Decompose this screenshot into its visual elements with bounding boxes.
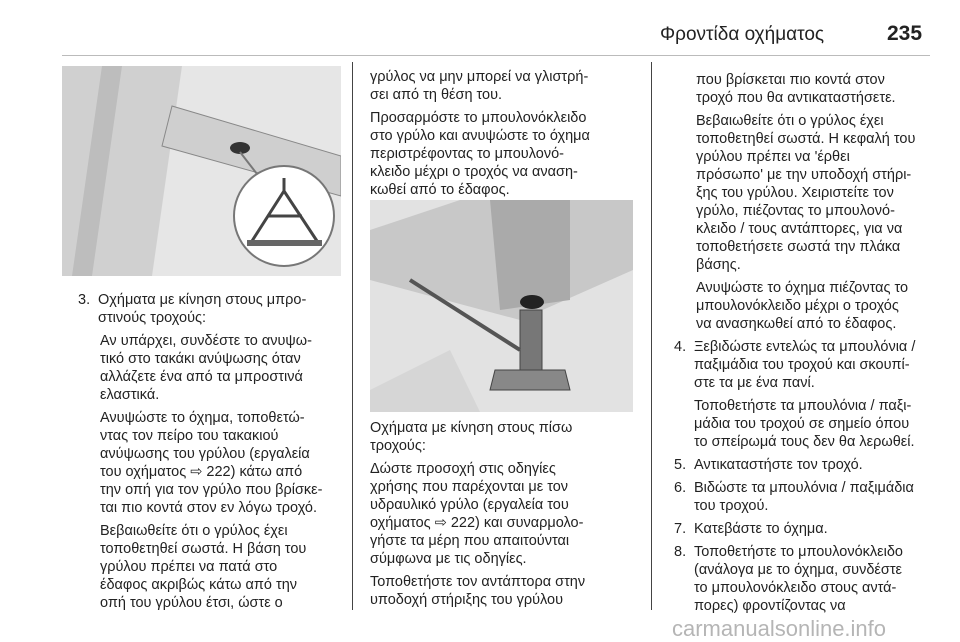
column-divider xyxy=(352,62,353,610)
paragraph: Βεβαιωθείτε ότι ο γρύλος έχει τοποθετηθεί σωστά. Η κεφαλή του γρύλου πρέπει να 'έρθει πρόσωπο' με την υποδοχή στήρι- ξης του γρύλου. Χειριστείτε τον γρύλο, πιέζοντας το μπουλονό- κλειδο / τους αντάπτορες, για να τοποθετήσετε σωστά την πλάκα βάσης. xyxy=(696,113,916,273)
paragraph: γρύλος να μην μπορεί να γλιστρή- σει από τη θέση του. xyxy=(370,69,589,103)
step-text: Τοποθετήστε το μπουλονόκλειδο (ανάλογα με το όχημα, συνδέστε το μπουλονόκλειδο στους αντά- πορες) φροντίζοντας να xyxy=(694,544,903,614)
paragraph: που βρίσκεται πιο κοντά στον τροχό που θα αντικαταστήσετε. xyxy=(696,72,896,106)
step-number: 8. xyxy=(674,544,687,560)
paragraph: Ανυψώστε το όχημα πιέζοντας το μπουλονόκλειδο μέχρι ο τροχός να ανασηκωθεί από το έδαφος. xyxy=(696,280,909,332)
paragraph: Τοποθετήστε τον αντάπτορα στην υποδοχή στήριξης του γρύλου xyxy=(370,574,586,608)
paragraph: Βεβαιωθείτε ότι ο γρύλος έχει τοποθετηθεί σωστά. Η βάση του γρύλου πρέπει να πατά στο έδαφος ακριβώς κάτω από την οπή του γρύλου έτσι, ώστε ο xyxy=(100,523,307,611)
step-5 xyxy=(674,456,946,474)
step-number: 3. xyxy=(78,292,91,308)
watermark: carmanualsonline.info xyxy=(672,616,887,641)
illustration-hydraulic-jack xyxy=(370,200,633,412)
column-divider xyxy=(651,62,652,610)
step-number: 4. xyxy=(674,339,687,355)
step-text: Ξεβιδώστε εντελώς τα μπουλόνια / παξιμάδια του τροχού και σκουπί- στε τα με ένα πανί. xyxy=(694,339,916,391)
paragraph: Δώστε προσοχή στις οδηγίες χρήσης που παρέχονται με τον υδραυλικό γρύλο (εργαλεία του οχήματος ⇨ 222) και συναρμολο- γήστε τα μέρη που απαιτούνται σύμφωνα με τις οδηγίες. xyxy=(370,461,584,567)
running-header-title: Φροντίδα οχήματος xyxy=(660,24,825,45)
step-number: 7. xyxy=(674,521,687,537)
step-7 xyxy=(674,520,946,538)
column-2-top xyxy=(370,68,645,204)
column-3 xyxy=(676,71,946,620)
step-text: Βιδώστε τα μπουλόνια / παξιμάδια του τροχού. xyxy=(694,480,914,514)
column-2-bottom xyxy=(370,419,645,614)
step-6 xyxy=(674,479,946,515)
step-text: Οχήματα με κίνηση στους μπρο- στινούς τροχούς: xyxy=(98,292,307,326)
step-number: 6. xyxy=(674,480,687,496)
paragraph: Προσαρμόστε το μπουλονόκλειδο στο γρύλο και ανυψώστε το όχημα περιστρέφοντας το μπουλονό- κλειδο μέχρι ο τροχός να αναση- κωθεί από το έδαφος. xyxy=(370,110,590,198)
illustration-jack-front xyxy=(62,66,341,276)
header-divider xyxy=(62,55,930,56)
paragraph: Τοποθετήστε τα μπουλόνια / παξι- μάδια του τροχού σε σημείο όπου το σπείρωμά τους δεν θα λερωθεί. xyxy=(694,398,915,450)
column-1 xyxy=(80,291,348,617)
step-text: Κατεβάστε το όχημα. xyxy=(694,521,828,537)
paragraph: Αν υπάρχει, συνδέστε το ανυψω- τικό στο τακάκι ανύψωσης όταν αλλάζετε ένα από τα μπροστινά ελαστικά. xyxy=(100,333,312,403)
step-text: Αντικαταστήστε τον τροχό. xyxy=(694,457,863,473)
step-number: 5. xyxy=(674,457,687,473)
step-8 xyxy=(674,543,946,615)
step-3 xyxy=(78,291,348,327)
paragraph: Ανυψώστε το όχημα, τοποθετώ- ντας τον πείρο του τακακιού ανύψωσης του γρύλου (εργαλεία του οχήματος ⇨ 222) κάτω από την οπή για τον γρύλο που βρίσκε- ται πιο κοντά στον εν λόγω τροχό. xyxy=(100,410,323,516)
page-number: 235 xyxy=(887,22,923,45)
step-4 xyxy=(674,338,946,392)
paragraph: Οχήματα με κίνηση στους πίσω τροχούς: xyxy=(370,420,573,454)
